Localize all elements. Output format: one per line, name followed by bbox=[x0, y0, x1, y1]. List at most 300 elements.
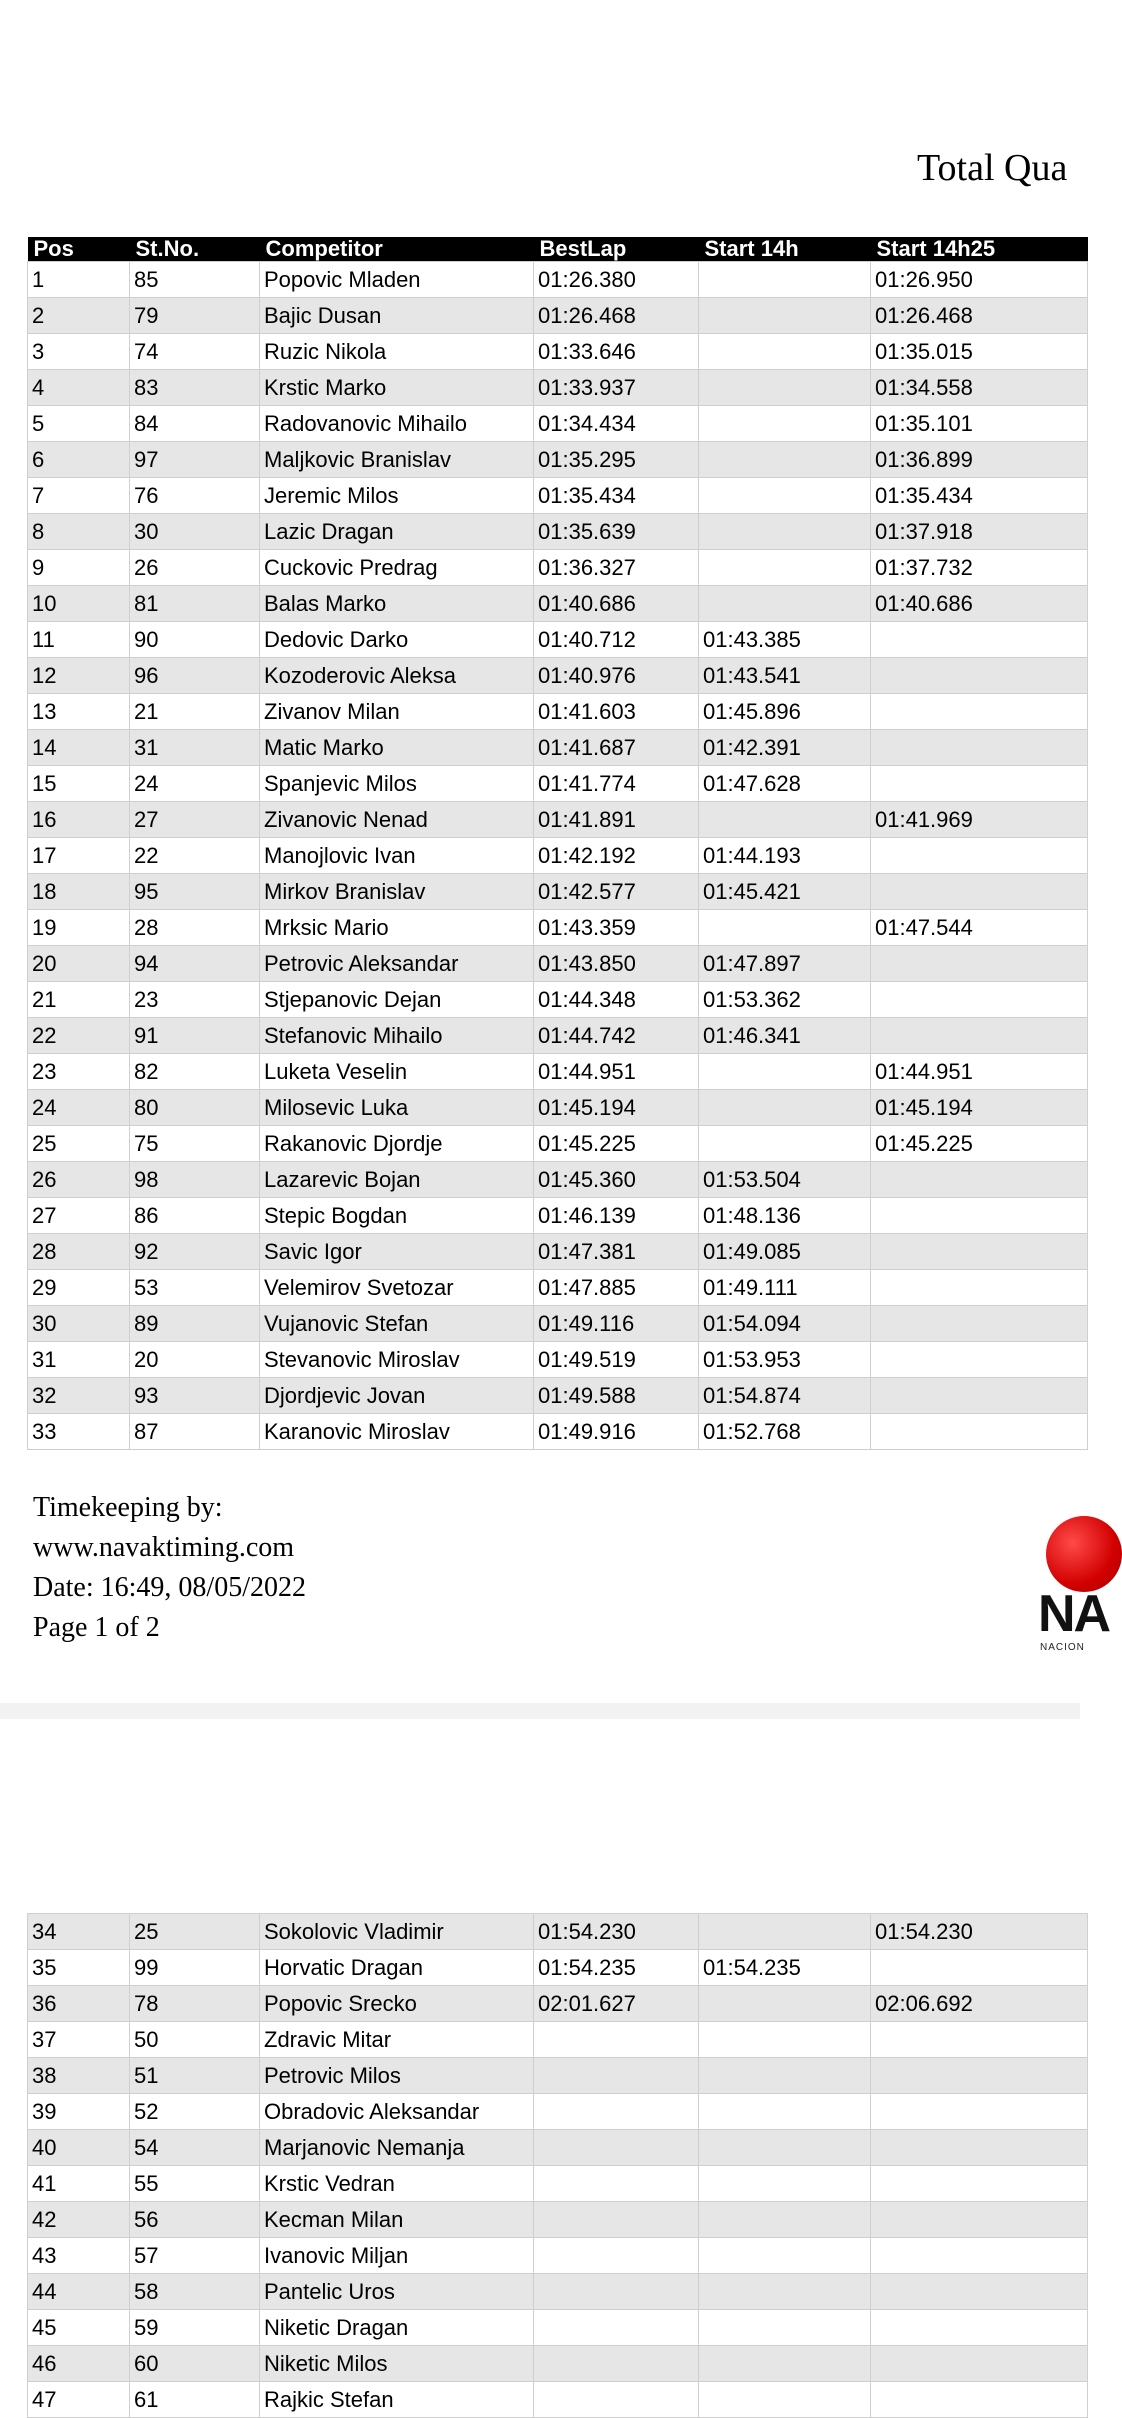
cell-start-14h bbox=[699, 2022, 871, 2058]
table-row bbox=[28, 262, 1088, 298]
cell-start-14h25: 01:44.951 bbox=[871, 1054, 1088, 1090]
cell-competitor: Milosevic Luka bbox=[260, 1090, 534, 1126]
cell-best-lap bbox=[534, 2238, 699, 2274]
table-row bbox=[28, 1378, 1088, 1414]
cell-best-lap bbox=[534, 2346, 699, 2382]
cell-best-lap: 01:49.588 bbox=[534, 1378, 699, 1414]
cell-best-lap bbox=[534, 2382, 699, 2418]
cell-competitor: Sokolovic Vladimir bbox=[260, 1914, 534, 1950]
cell-start-number: 94 bbox=[130, 946, 260, 982]
cell-pos: 30 bbox=[28, 1306, 130, 1342]
cell-start-number: 90 bbox=[130, 622, 260, 658]
cell-start-number: 28 bbox=[130, 910, 260, 946]
date-text: Date: 16:49, 08/05/2022 bbox=[33, 1572, 306, 1603]
cell-start-14h25 bbox=[871, 2310, 1088, 2346]
cell-start-14h25 bbox=[871, 1950, 1088, 1986]
cell-start-number: 27 bbox=[130, 802, 260, 838]
cell-start-number: 78 bbox=[130, 1986, 260, 2022]
cell-start-14h25 bbox=[871, 2094, 1088, 2130]
cell-best-lap bbox=[534, 2274, 699, 2310]
cell-best-lap: 01:40.686 bbox=[534, 586, 699, 622]
cell-competitor: Maljkovic Branislav bbox=[260, 442, 534, 478]
cell-start-number: 31 bbox=[130, 730, 260, 766]
cell-start-number: 52 bbox=[130, 2094, 260, 2130]
cell-start-14h25 bbox=[871, 2058, 1088, 2094]
cell-start-14h: 01:47.628 bbox=[699, 766, 871, 802]
cell-competitor: Petrovic Aleksandar bbox=[260, 946, 534, 982]
cell-best-lap: 01:40.976 bbox=[534, 658, 699, 694]
cell-pos: 31 bbox=[28, 1342, 130, 1378]
cell-pos: 42 bbox=[28, 2202, 130, 2238]
cell-start-number: 96 bbox=[130, 658, 260, 694]
cell-pos: 43 bbox=[28, 2238, 130, 2274]
cell-best-lap: 01:33.646 bbox=[534, 334, 699, 370]
table-row bbox=[28, 1270, 1088, 1306]
cell-pos: 33 bbox=[28, 1414, 130, 1450]
cell-start-14h25 bbox=[871, 1018, 1088, 1054]
cell-start-14h bbox=[699, 1054, 871, 1090]
cell-pos: 46 bbox=[28, 2346, 130, 2382]
cell-start-number: 55 bbox=[130, 2166, 260, 2202]
cell-start-14h bbox=[699, 586, 871, 622]
table-row bbox=[28, 982, 1088, 1018]
logo-text: NA bbox=[1038, 1585, 1110, 1643]
cell-best-lap: 01:44.348 bbox=[534, 982, 699, 1018]
cell-competitor: Spanjevic Milos bbox=[260, 766, 534, 802]
cell-pos: 25 bbox=[28, 1126, 130, 1162]
cell-start-14h25: 01:35.434 bbox=[871, 478, 1088, 514]
cell-pos: 40 bbox=[28, 2130, 130, 2166]
cell-start-number: 99 bbox=[130, 1950, 260, 1986]
cell-competitor: Balas Marko bbox=[260, 586, 534, 622]
cell-start-14h25: 01:54.230 bbox=[871, 1914, 1088, 1950]
table-row bbox=[28, 2094, 1088, 2130]
results-table-body bbox=[28, 262, 1088, 1450]
cell-start-14h25 bbox=[871, 1270, 1088, 1306]
cell-pos: 23 bbox=[28, 1054, 130, 1090]
cell-best-lap: 01:49.519 bbox=[534, 1342, 699, 1378]
table-row bbox=[28, 586, 1088, 622]
cell-start-14h25: 01:26.950 bbox=[871, 262, 1088, 298]
cell-competitor: Manojlovic Ivan bbox=[260, 838, 534, 874]
cell-start-14h25: 01:26.468 bbox=[871, 298, 1088, 334]
cell-start-14h: 01:48.136 bbox=[699, 1198, 871, 1234]
cell-competitor: Rajkic Stefan bbox=[260, 2382, 534, 2418]
cell-competitor: Niketic Dragan bbox=[260, 2310, 534, 2346]
cell-pos: 12 bbox=[28, 658, 130, 694]
cell-competitor: Ruzic Nikola bbox=[260, 334, 534, 370]
cell-pos: 35 bbox=[28, 1950, 130, 1986]
cell-start-14h25 bbox=[871, 946, 1088, 982]
table-row bbox=[28, 1090, 1088, 1126]
header-start-14h25: Start 14h25 bbox=[871, 237, 1088, 262]
cell-start-14h25: 01:37.732 bbox=[871, 550, 1088, 586]
cell-start-14h25 bbox=[871, 2166, 1088, 2202]
table-row bbox=[28, 334, 1088, 370]
cell-start-14h bbox=[699, 1986, 871, 2022]
cell-start-14h: 01:54.094 bbox=[699, 1306, 871, 1342]
cell-competitor: Cuckovic Predrag bbox=[260, 550, 534, 586]
cell-start-14h25: 01:41.969 bbox=[871, 802, 1088, 838]
cell-start-14h: 01:49.085 bbox=[699, 1234, 871, 1270]
table-row bbox=[28, 2238, 1088, 2274]
cell-start-14h bbox=[699, 802, 871, 838]
table-row bbox=[28, 910, 1088, 946]
cell-start-14h25 bbox=[871, 2202, 1088, 2238]
cell-start-14h: 01:43.385 bbox=[699, 622, 871, 658]
cell-start-14h: 01:53.504 bbox=[699, 1162, 871, 1198]
results-table bbox=[27, 237, 1088, 1450]
results-table-body-continued bbox=[28, 1914, 1088, 2418]
cell-start-number: 51 bbox=[130, 2058, 260, 2094]
footer-info bbox=[33, 1488, 306, 1648]
table-row bbox=[28, 1126, 1088, 1162]
cell-best-lap: 01:33.937 bbox=[534, 370, 699, 406]
cell-competitor: Stepic Bogdan bbox=[260, 1198, 534, 1234]
cell-pos: 24 bbox=[28, 1090, 130, 1126]
cell-start-number: 87 bbox=[130, 1414, 260, 1450]
cell-best-lap: 01:49.116 bbox=[534, 1306, 699, 1342]
cell-start-14h: 01:43.541 bbox=[699, 658, 871, 694]
table-row bbox=[28, 838, 1088, 874]
cell-start-number: 86 bbox=[130, 1198, 260, 1234]
cell-pos: 7 bbox=[28, 478, 130, 514]
cell-competitor: Kozoderovic Aleksa bbox=[260, 658, 534, 694]
cell-start-14h: 01:45.896 bbox=[699, 694, 871, 730]
cell-start-number: 93 bbox=[130, 1378, 260, 1414]
cell-start-14h bbox=[699, 334, 871, 370]
cell-start-14h: 01:46.341 bbox=[699, 1018, 871, 1054]
cell-start-number: 24 bbox=[130, 766, 260, 802]
cell-start-14h bbox=[699, 2058, 871, 2094]
cell-start-number: 98 bbox=[130, 1162, 260, 1198]
cell-best-lap: 01:45.360 bbox=[534, 1162, 699, 1198]
cell-pos: 10 bbox=[28, 586, 130, 622]
cell-start-number: 22 bbox=[130, 838, 260, 874]
cell-best-lap bbox=[534, 2130, 699, 2166]
cell-start-14h25 bbox=[871, 2238, 1088, 2274]
cell-start-14h bbox=[699, 2166, 871, 2202]
cell-best-lap: 01:47.885 bbox=[534, 1270, 699, 1306]
cell-start-14h25 bbox=[871, 730, 1088, 766]
document-page-2 bbox=[0, 1719, 1080, 2412]
cell-start-14h bbox=[699, 2130, 871, 2166]
cell-pos: 6 bbox=[28, 442, 130, 478]
cell-competitor: Stjepanovic Dejan bbox=[260, 982, 534, 1018]
cell-competitor: Zivanovic Nenad bbox=[260, 802, 534, 838]
cell-competitor: Matic Marko bbox=[260, 730, 534, 766]
cell-competitor: Lazic Dragan bbox=[260, 514, 534, 550]
table-row bbox=[28, 514, 1088, 550]
cell-start-number: 50 bbox=[130, 2022, 260, 2058]
table-row bbox=[28, 2022, 1088, 2058]
cell-start-number: 61 bbox=[130, 2382, 260, 2418]
cell-competitor: Horvatic Dragan bbox=[260, 1950, 534, 1986]
cell-start-14h25 bbox=[871, 1378, 1088, 1414]
cell-pos: 11 bbox=[28, 622, 130, 658]
cell-pos: 21 bbox=[28, 982, 130, 1018]
cell-start-14h25: 01:35.101 bbox=[871, 406, 1088, 442]
table-header-row bbox=[28, 237, 1088, 262]
cell-start-number: 91 bbox=[130, 1018, 260, 1054]
cell-start-14h25: 01:35.015 bbox=[871, 334, 1088, 370]
cell-start-number: 54 bbox=[130, 2130, 260, 2166]
cell-start-14h bbox=[699, 1914, 871, 1950]
cell-competitor: Djordjevic Jovan bbox=[260, 1378, 534, 1414]
table-row bbox=[28, 1950, 1088, 1986]
table-row bbox=[28, 1054, 1088, 1090]
table-row bbox=[28, 442, 1088, 478]
cell-start-number: 79 bbox=[130, 298, 260, 334]
red-circle-icon bbox=[1046, 1516, 1122, 1592]
cell-competitor: Kecman Milan bbox=[260, 2202, 534, 2238]
cell-start-14h25: 01:40.686 bbox=[871, 586, 1088, 622]
table-row bbox=[28, 730, 1088, 766]
cell-start-14h bbox=[699, 2094, 871, 2130]
cell-best-lap: 01:42.577 bbox=[534, 874, 699, 910]
cell-start-number: 85 bbox=[130, 262, 260, 298]
cell-pos: 47 bbox=[28, 2382, 130, 2418]
cell-best-lap: 02:01.627 bbox=[534, 1986, 699, 2022]
cell-competitor: Karanovic Miroslav bbox=[260, 1414, 534, 1450]
table-row bbox=[28, 1198, 1088, 1234]
cell-best-lap: 01:45.194 bbox=[534, 1090, 699, 1126]
cell-pos: 14 bbox=[28, 730, 130, 766]
table-row bbox=[28, 550, 1088, 586]
cell-best-lap: 01:40.712 bbox=[534, 622, 699, 658]
cell-pos: 4 bbox=[28, 370, 130, 406]
cell-start-14h bbox=[699, 1126, 871, 1162]
cell-competitor: Petrovic Milos bbox=[260, 2058, 534, 2094]
cell-pos: 8 bbox=[28, 514, 130, 550]
cell-best-lap bbox=[534, 2058, 699, 2094]
cell-start-number: 60 bbox=[130, 2346, 260, 2382]
cell-start-14h bbox=[699, 514, 871, 550]
cell-start-14h25 bbox=[871, 658, 1088, 694]
cell-competitor: Lazarevic Bojan bbox=[260, 1162, 534, 1198]
cell-competitor: Stefanovic Mihailo bbox=[260, 1018, 534, 1054]
cell-best-lap: 01:43.359 bbox=[534, 910, 699, 946]
cell-best-lap bbox=[534, 2310, 699, 2346]
table-row bbox=[28, 1914, 1088, 1950]
cell-start-14h: 01:45.421 bbox=[699, 874, 871, 910]
cell-start-14h: 01:52.768 bbox=[699, 1414, 871, 1450]
cell-start-14h25 bbox=[871, 1162, 1088, 1198]
cell-competitor: Popovic Srecko bbox=[260, 1986, 534, 2022]
cell-start-number: 30 bbox=[130, 514, 260, 550]
cell-best-lap: 01:44.951 bbox=[534, 1054, 699, 1090]
table-row bbox=[28, 1414, 1088, 1450]
cell-start-14h25: 01:37.918 bbox=[871, 514, 1088, 550]
cell-pos: 32 bbox=[28, 1378, 130, 1414]
header-start-number: St.No. bbox=[130, 237, 260, 262]
cell-best-lap: 01:45.225 bbox=[534, 1126, 699, 1162]
cell-pos: 44 bbox=[28, 2274, 130, 2310]
cell-best-lap: 01:35.295 bbox=[534, 442, 699, 478]
cell-best-lap bbox=[534, 2166, 699, 2202]
table-row bbox=[28, 406, 1088, 442]
cell-pos: 16 bbox=[28, 802, 130, 838]
cell-competitor: Mrksic Mario bbox=[260, 910, 534, 946]
cell-start-14h25 bbox=[871, 2346, 1088, 2382]
cell-start-14h25 bbox=[871, 766, 1088, 802]
header-best-lap: BestLap bbox=[534, 237, 699, 262]
cell-start-14h25: 01:47.544 bbox=[871, 910, 1088, 946]
cell-competitor: Bajic Dusan bbox=[260, 298, 534, 334]
table-row bbox=[28, 2274, 1088, 2310]
cell-competitor: Jeremic Milos bbox=[260, 478, 534, 514]
cell-start-14h25: 01:45.194 bbox=[871, 1090, 1088, 1126]
cell-start-14h25 bbox=[871, 874, 1088, 910]
cell-pos: 45 bbox=[28, 2310, 130, 2346]
cell-pos: 41 bbox=[28, 2166, 130, 2202]
table-row bbox=[28, 2310, 1088, 2346]
cell-best-lap: 01:49.916 bbox=[534, 1414, 699, 1450]
cell-pos: 28 bbox=[28, 1234, 130, 1270]
cell-start-number: 57 bbox=[130, 2238, 260, 2274]
cell-start-14h25 bbox=[871, 2130, 1088, 2166]
cell-start-14h: 01:44.193 bbox=[699, 838, 871, 874]
cell-best-lap: 01:54.235 bbox=[534, 1950, 699, 1986]
cell-best-lap: 01:47.381 bbox=[534, 1234, 699, 1270]
cell-start-number: 56 bbox=[130, 2202, 260, 2238]
logo-subtext: NACION bbox=[1040, 1642, 1085, 1653]
cell-competitor: Zivanov Milan bbox=[260, 694, 534, 730]
cell-start-14h bbox=[699, 442, 871, 478]
cell-pos: 18 bbox=[28, 874, 130, 910]
cell-pos: 39 bbox=[28, 2094, 130, 2130]
website-text: www.navaktiming.com bbox=[33, 1532, 295, 1563]
cell-start-14h: 01:53.953 bbox=[699, 1342, 871, 1378]
cell-best-lap bbox=[534, 2022, 699, 2058]
cell-pos: 5 bbox=[28, 406, 130, 442]
table-row bbox=[28, 478, 1088, 514]
cell-competitor: Dedovic Darko bbox=[260, 622, 534, 658]
cell-best-lap: 01:26.468 bbox=[534, 298, 699, 334]
cell-start-14h25 bbox=[871, 1234, 1088, 1270]
cell-competitor: Vujanovic Stefan bbox=[260, 1306, 534, 1342]
cell-start-14h bbox=[699, 2346, 871, 2382]
cell-pos: 9 bbox=[28, 550, 130, 586]
cell-start-14h bbox=[699, 370, 871, 406]
cell-best-lap: 01:42.192 bbox=[534, 838, 699, 874]
cell-start-14h25 bbox=[871, 838, 1088, 874]
table-row bbox=[28, 622, 1088, 658]
cell-start-14h: 01:49.111 bbox=[699, 1270, 871, 1306]
cell-start-number: 81 bbox=[130, 586, 260, 622]
cell-start-number: 26 bbox=[130, 550, 260, 586]
header-pos: Pos bbox=[28, 237, 130, 262]
cell-start-14h25: 01:45.225 bbox=[871, 1126, 1088, 1162]
cell-start-14h25 bbox=[871, 622, 1088, 658]
cell-pos: 38 bbox=[28, 2058, 130, 2094]
table-row bbox=[28, 1306, 1088, 1342]
table-row bbox=[28, 2346, 1088, 2382]
cell-pos: 27 bbox=[28, 1198, 130, 1234]
cell-start-14h: 01:54.235 bbox=[699, 1950, 871, 1986]
page-number: Page 1 of 2 bbox=[33, 1612, 160, 1643]
header-start-14h: Start 14h bbox=[699, 237, 871, 262]
cell-pos: 20 bbox=[28, 946, 130, 982]
table-row bbox=[28, 1162, 1088, 1198]
cell-start-14h25 bbox=[871, 694, 1088, 730]
table-row bbox=[28, 946, 1088, 982]
cell-start-14h: 01:47.897 bbox=[699, 946, 871, 982]
cell-best-lap: 01:43.850 bbox=[534, 946, 699, 982]
table-row bbox=[28, 1986, 1088, 2022]
cell-competitor: Stevanovic Miroslav bbox=[260, 1342, 534, 1378]
cell-start-14h bbox=[699, 298, 871, 334]
cell-pos: 3 bbox=[28, 334, 130, 370]
cell-start-14h25 bbox=[871, 982, 1088, 1018]
cell-start-number: 97 bbox=[130, 442, 260, 478]
cell-start-number: 20 bbox=[130, 1342, 260, 1378]
cell-competitor: Obradovic Aleksandar bbox=[260, 2094, 534, 2130]
page-separator bbox=[0, 1703, 1080, 1719]
cell-start-14h25: 01:34.558 bbox=[871, 370, 1088, 406]
cell-competitor: Savic Igor bbox=[260, 1234, 534, 1270]
cell-competitor: Popovic Mladen bbox=[260, 262, 534, 298]
cell-start-14h bbox=[699, 2382, 871, 2418]
cell-start-number: 84 bbox=[130, 406, 260, 442]
cell-pos: 29 bbox=[28, 1270, 130, 1306]
cell-start-14h25 bbox=[871, 2382, 1088, 2418]
cell-best-lap: 01:35.639 bbox=[534, 514, 699, 550]
cell-start-number: 92 bbox=[130, 1234, 260, 1270]
cell-pos: 34 bbox=[28, 1914, 130, 1950]
cell-best-lap: 01:44.742 bbox=[534, 1018, 699, 1054]
cell-start-14h25 bbox=[871, 1414, 1088, 1450]
cell-start-number: 74 bbox=[130, 334, 260, 370]
cell-start-14h bbox=[699, 1090, 871, 1126]
table-row bbox=[28, 298, 1088, 334]
cell-start-number: 23 bbox=[130, 982, 260, 1018]
table-row bbox=[28, 766, 1088, 802]
cell-start-14h bbox=[699, 550, 871, 586]
navak-logo bbox=[1038, 1508, 1110, 1658]
cell-pos: 13 bbox=[28, 694, 130, 730]
cell-best-lap: 01:41.687 bbox=[534, 730, 699, 766]
cell-best-lap: 01:34.434 bbox=[534, 406, 699, 442]
cell-competitor: Krstic Vedran bbox=[260, 2166, 534, 2202]
cell-competitor: Pantelic Uros bbox=[260, 2274, 534, 2310]
cell-best-lap: 01:26.380 bbox=[534, 262, 699, 298]
table-row bbox=[28, 2382, 1088, 2418]
cell-pos: 36 bbox=[28, 1986, 130, 2022]
cell-start-14h25 bbox=[871, 1306, 1088, 1342]
cell-start-number: 80 bbox=[130, 1090, 260, 1126]
cell-competitor: Ivanovic Miljan bbox=[260, 2238, 534, 2274]
table-row bbox=[28, 2202, 1088, 2238]
cell-start-14h25 bbox=[871, 2022, 1088, 2058]
table-row bbox=[28, 802, 1088, 838]
cell-competitor: Zdravic Mitar bbox=[260, 2022, 534, 2058]
cell-best-lap bbox=[534, 2094, 699, 2130]
cell-competitor: Velemirov Svetozar bbox=[260, 1270, 534, 1306]
header-competitor: Competitor bbox=[260, 237, 534, 262]
cell-start-14h25: 01:36.899 bbox=[871, 442, 1088, 478]
cell-competitor: Rakanovic Djordje bbox=[260, 1126, 534, 1162]
cell-start-14h25 bbox=[871, 1342, 1088, 1378]
table-row bbox=[28, 874, 1088, 910]
cell-start-number: 83 bbox=[130, 370, 260, 406]
cell-start-14h bbox=[699, 2238, 871, 2274]
table-row bbox=[28, 1018, 1088, 1054]
cell-best-lap: 01:41.774 bbox=[534, 766, 699, 802]
cell-start-number: 82 bbox=[130, 1054, 260, 1090]
cell-pos: 17 bbox=[28, 838, 130, 874]
cell-pos: 37 bbox=[28, 2022, 130, 2058]
